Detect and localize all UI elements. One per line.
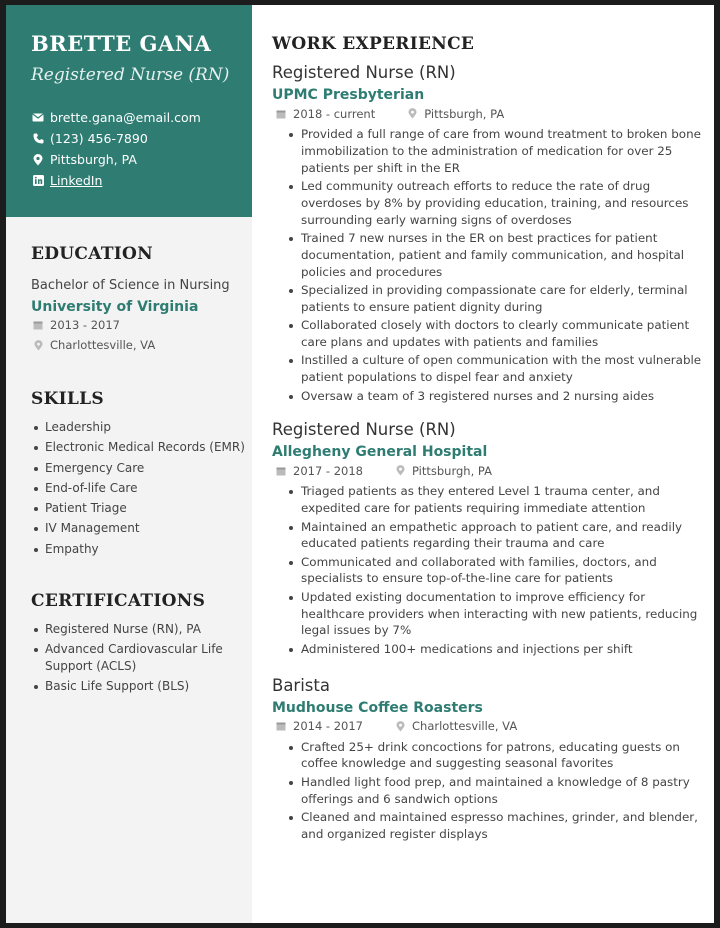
contact-linkedin[interactable] [31,170,252,191]
location-pin-icon [31,154,45,166]
education-school: University of Virginia [31,299,199,315]
skills-title: SKILLS [31,389,104,409]
education-dates-text: 2013 - 2017 [50,318,120,332]
education-section [6,244,252,355]
job-dates: 2014 - 2017 [293,719,363,734]
skill-item: Emergency Care [31,460,252,477]
job-bullet: Oversaw a team of 3 registered nurses and 2 nursing aides [286,388,702,405]
skills-list [31,419,252,558]
envelope-icon [31,113,45,122]
job-location-text: Pittsburgh, PA [424,106,505,121]
certifications-title: CERTIFICATIONS [31,590,206,611]
job-dates: 2018 - current [293,106,376,121]
main-column [272,5,702,844]
job-meta [272,717,702,736]
linkedin-icon [31,175,45,186]
sidebar [6,5,252,923]
skills-section [6,389,252,558]
job-meta [272,461,702,480]
job-location [393,464,492,478]
job-bullet: Collaborated closely with doctors to clearly communicate patient care plans and updates with patients and families [286,317,702,351]
skill-item: Leadership [31,419,252,436]
job-bullet: Trained 7 new nurses in the ER on best practices for patient documentation, patient and family communication, and hospital policies and procedures [286,230,702,280]
location-pin-icon [393,721,407,732]
job-employer: UPMC Presbyterian [272,87,425,103]
certification-item: Advanced Cardiovascular Life Support (ACLS) [31,641,252,675]
certification-item: Registered Nurse (RN), PA [31,621,252,638]
job-location [405,107,504,121]
job-location-text: Pittsburgh, PA [412,463,492,478]
location-pin-icon [31,340,45,351]
job-title: Barista [272,675,330,695]
job-bullet: Communicated and collaborated with families, doctors, and specialists to ensure top-of-the-line care for patients [286,554,702,588]
skill-item: IV Management [31,520,252,537]
job-bullets [272,483,702,657]
location-pin-icon [393,465,407,476]
job-entry [272,63,702,404]
job-title: Registered Nurse (RN) [272,63,456,82]
job-bullet: Maintained an empathetic approach to patient care, and readily educated patients regarding their trauma and care [286,519,702,553]
job-bullet: Updated existing documentation to improve efficiency for healthcare providers when interacting with new patients, reducing legal issues by 7% [286,589,702,639]
job-bullet: Crafted 25+ drink concoctions for patrons, educating guests on coffee knowledge and suggesting seasonal favorites [286,739,702,773]
calendar-icon [31,320,45,330]
job-location-text: Charlottesville, VA [412,719,518,734]
skill-item: End-of-life Care [31,480,252,497]
job-entry [272,676,702,843]
calendar-icon [274,109,288,119]
job-meta [272,104,702,123]
job-title: Registered Nurse (RN) [272,420,456,440]
education-dates [31,315,252,335]
job-bullet: Cleaned and maintained espresso machines, grinder, and blender, and organized register displays [286,809,702,843]
certifications-list [31,621,252,696]
work-experience-title: WORK EXPERIENCE [272,34,475,54]
phone-icon [31,133,45,144]
calendar-icon [274,721,288,731]
job-employer: Mudhouse Coffee Roasters [272,699,483,716]
phone-text: (123) 456-7890 [50,131,148,146]
location-pin-icon [405,108,419,119]
contact-phone[interactable] [31,128,252,149]
resume-page [6,5,714,923]
contact-email[interactable] [31,107,252,128]
candidate-name: BRETTE GANA [31,31,212,56]
certifications-section [6,591,252,696]
candidate-role: Registered Nurse (RN) [31,65,230,85]
job-bullets [272,126,702,404]
job-employer: Allegheny General Hospital [272,444,488,461]
contact-list [31,107,252,191]
calendar-icon [274,466,288,476]
email-text: brette.gana@email.com [50,110,201,125]
job-bullet: Triaged patients as they entered Level 1 trauma center, and expedited care for patients requiring immediate attention [286,483,702,517]
location-text: Pittsburgh, PA [50,152,137,167]
job-bullet: Instilled a culture of open communication with the most vulnerable patient populations to dispel fear and anxiety [286,352,702,386]
certification-item: Basic Life Support (BLS) [31,678,252,695]
linkedin-link[interactable]: LinkedIn [50,173,103,188]
education-location [31,335,252,355]
skill-item: Empathy [31,541,252,558]
job-location [393,719,517,733]
skill-item: Electronic Medical Records (EMR) [31,439,252,456]
job-bullet: Handled light food prep, and maintained a knowledge of 8 pastry offerings and 6 sandwich options [286,774,702,808]
job-bullet: Administered 100+ medications and injections per shift [286,641,702,658]
header-block [6,5,252,217]
education-degree: Bachelor of Science in Nursing [31,278,230,293]
education-title: EDUCATION [31,244,153,264]
job-bullet: Provided a full range of care from wound treatment to broken bone immobilization to the administration of medication for over 25 patients per shift in the ER [286,126,702,176]
job-bullet: Specialized in providing compassionate care for elderly, terminal patients to ensure patient dignity during [286,282,702,316]
job-bullets [272,739,702,843]
skill-item: Patient Triage [31,500,252,517]
contact-location [31,149,252,170]
job-entry [272,420,702,657]
job-dates: 2017 - 2018 [293,463,363,478]
education-location-text: Charlottesville, VA [50,338,156,352]
job-bullet: Led community outreach efforts to reduce the rate of drug overdoses by 8% by providing education, training, and resources surrounding early warning signs of overdoses [286,178,702,228]
